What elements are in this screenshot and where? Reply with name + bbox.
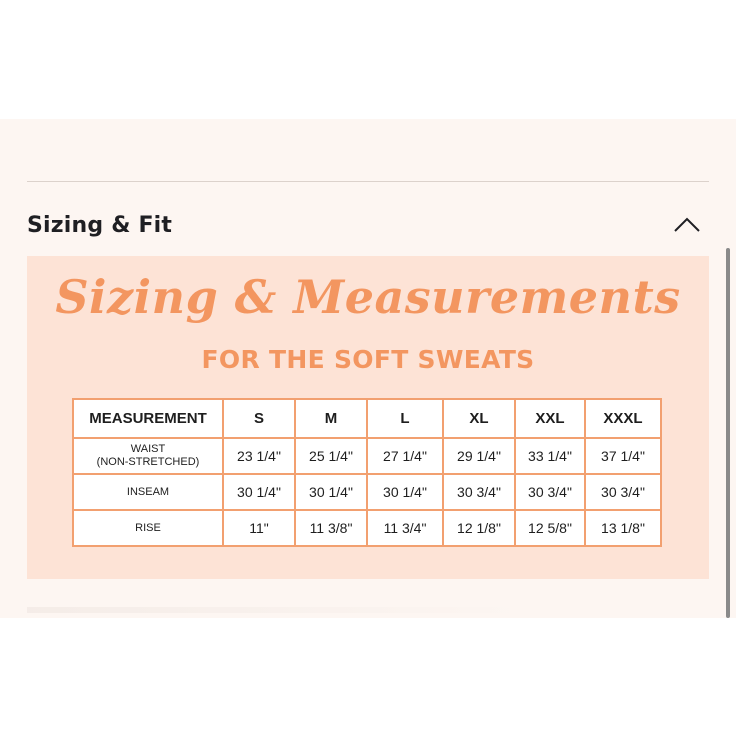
size-chart-subtitle: FOR THE SOFT SWEATS: [201, 345, 535, 374]
table-row: [73, 510, 661, 546]
row-label-line: WAIST: [130, 443, 166, 455]
header-size: XXL: [515, 399, 585, 438]
table-cell: 30 3/4": [515, 474, 585, 510]
row-label-rise: RISE: [73, 510, 223, 546]
cut-off-content: [27, 607, 527, 613]
table-row: [73, 438, 661, 474]
header-size: L: [367, 399, 443, 438]
table-cell: 30 3/4": [585, 474, 661, 510]
table-cell: 11 3/4": [367, 510, 443, 546]
table-cell: 12 1/8": [443, 510, 515, 546]
table-cell: 29 1/4": [443, 438, 515, 474]
row-label-line: (NON-STRETCHED): [96, 456, 200, 468]
table-cell: 11 3/8": [295, 510, 367, 546]
table-cell: 33 1/4": [515, 438, 585, 474]
table-header-row: [73, 399, 661, 438]
row-label-inseam: INSEAM: [73, 474, 223, 510]
table-cell: 27 1/4": [367, 438, 443, 474]
chevron-up-icon[interactable]: [672, 213, 702, 235]
table-cell: 37 1/4": [585, 438, 661, 474]
table-cell: 11": [223, 510, 295, 546]
table-cell: 30 1/4": [295, 474, 367, 510]
table-row: [73, 474, 661, 510]
table-cell: 30 1/4": [223, 474, 295, 510]
header-size: XXXL: [585, 399, 661, 438]
size-chart-title: Sizing & Measurements: [55, 270, 681, 324]
header-size: M: [295, 399, 367, 438]
size-chart-image: [27, 256, 709, 579]
table-cell: 13 1/8": [585, 510, 661, 546]
table-cell: 30 1/4": [367, 474, 443, 510]
header-size: XL: [443, 399, 515, 438]
row-label-waist: [73, 438, 223, 474]
section-divider: [27, 181, 709, 182]
table-cell: 25 1/4": [295, 438, 367, 474]
table-cell: 23 1/4": [223, 438, 295, 474]
header-size: S: [223, 399, 295, 438]
table-cell: 30 3/4": [443, 474, 515, 510]
sizing-fit-heading[interactable]: Sizing & Fit: [27, 213, 173, 238]
header-measurement: MEASUREMENT: [73, 399, 223, 438]
table-cell: 12 5/8": [515, 510, 585, 546]
scrollbar[interactable]: [726, 248, 730, 618]
size-table: [72, 398, 662, 547]
product-details-panel: [0, 119, 736, 618]
